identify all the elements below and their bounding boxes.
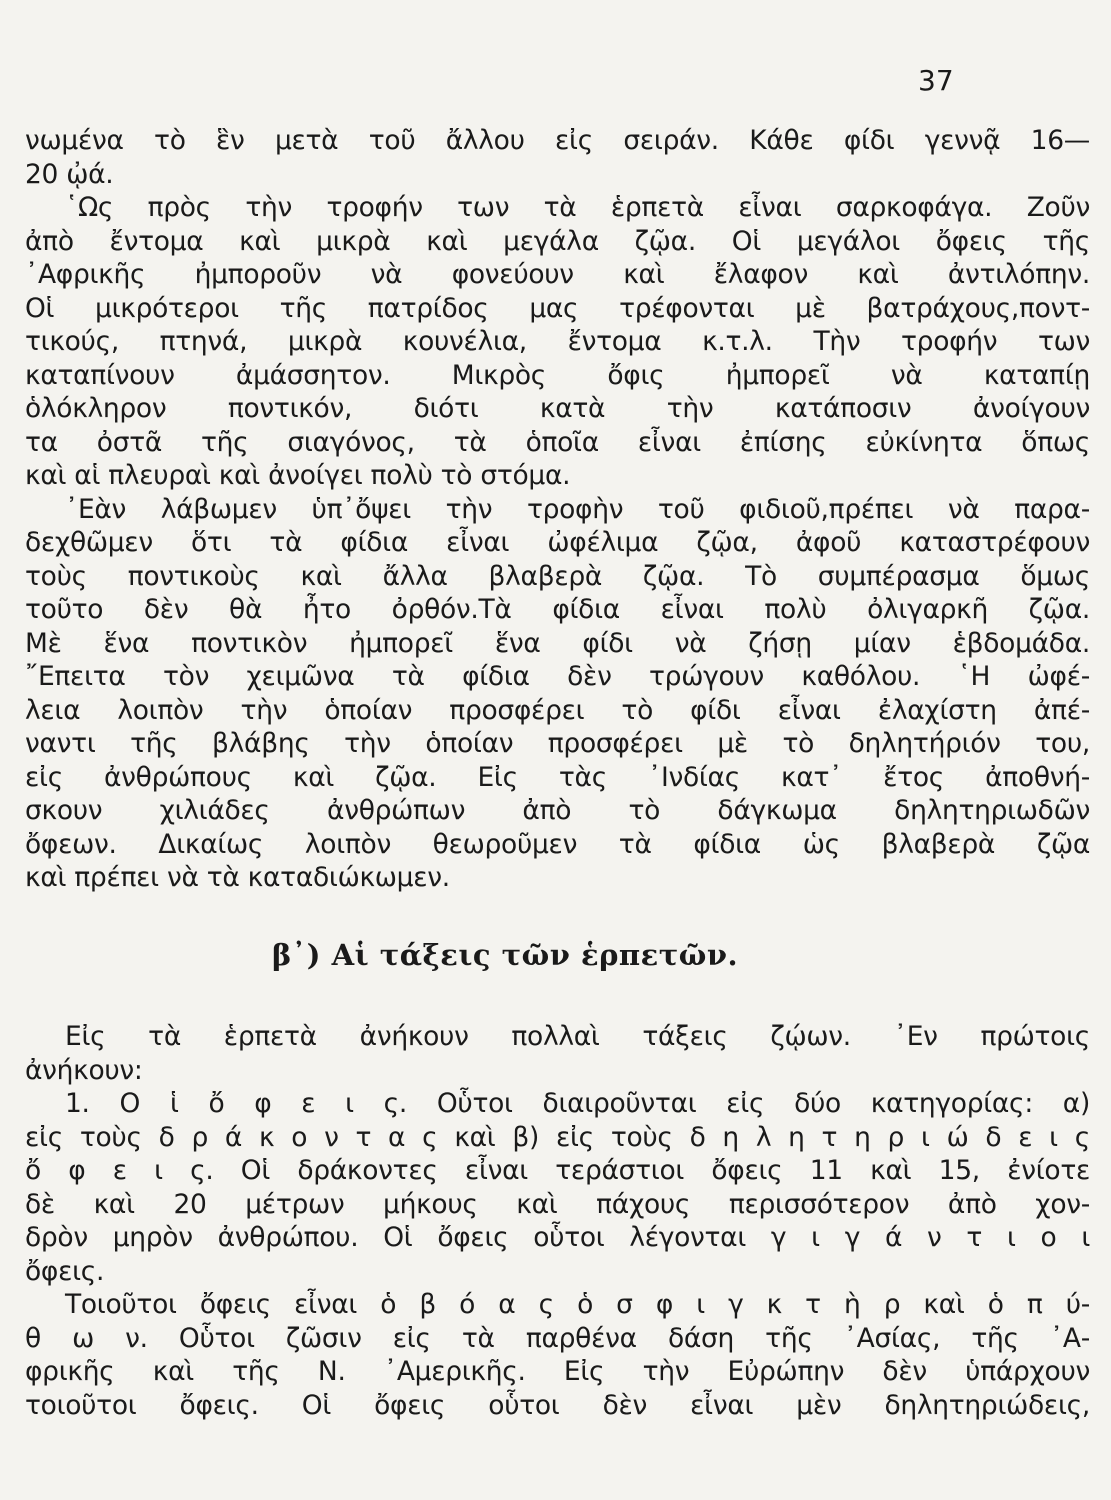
text-line: ὄφεων. Δικαίως λοιπὸν θεωροῦμεν τὰ φίδια ὡς βλαβερὰ ζῷα: [25, 828, 1090, 860]
text-line: ἀνήκουν:: [25, 1054, 143, 1086]
text-line: 1. Ο ἱ ὄ φ ε ι ς. Οὗτοι διαιροῦνται εἰς δύο κατηγορίας: α): [65, 1088, 1090, 1119]
text-line: Εἰς τὰ ἑρπετὰ ἀνήκουν πολλαὶ τάξεις ζῴων. ᾿Εν πρώτοις: [65, 1021, 1090, 1052]
text-line: τοιοῦτοι ὄφεις. Οἱ ὄφεις οὗτοι δὲν εἶναι μὲν δηλητηριώδεις,: [25, 1389, 1090, 1421]
text-line: ῎Επειτα τὸν χειμῶνα τὰ φίδια δὲν τρώγουν καθόλου. ῾Η ὠφέ-: [25, 661, 1090, 692]
paragraph-block-feeding: [25, 124, 1090, 895]
text-line: λεια λοιπὸν τὴν ὁποίαν προσφέρει τὸ φίδι εἶναι ἐλαχίστη ἀπέ-: [25, 694, 1090, 726]
text-line: δὲ καὶ 20 μέτρων μήκους καὶ πάχους περισσότερον ἀπὸ χον-: [25, 1188, 1090, 1220]
text-line: φρικῆς καὶ τῆς Ν. ᾿Αμερικῆς. Εἰς τὴν Εὐρώπην δὲν ὑπάρχουν: [25, 1356, 1090, 1387]
text-line: καὶ αἱ πλευραὶ καὶ ἀνοίγει πολὺ τὸ στόμα.: [25, 460, 571, 491]
text-line: δρὸν μηρὸν ἀνθρώπου. Οἱ ὄφεις οὗτοι λέγονται γ ι γ ά ν τ ι ο ι: [25, 1222, 1090, 1253]
text-line: τικούς, πτηνά, μικρὰ κουνέλια, ἔντομα κ.τ.λ. Τὴν τροφήν των: [25, 326, 1090, 357]
text-line: ναντι τῆς βλάβης τὴν ὁποίαν προσφέρει μὲ τὸ δηλητήριόν του,: [25, 728, 1090, 759]
text-line: τα ὀστᾶ τῆς σιαγόνος, τὰ ὁποῖα εἶναι ἐπίσης εὐκίνητα ὅπως: [25, 426, 1090, 458]
text-line: σκουν χιλιάδες ἀνθρώπων ἀπὸ τὸ δάγκωμα δηλητηριωδῶν: [25, 795, 1090, 826]
paragraph-block-orders: [25, 1020, 1090, 1422]
text-line: νωμένα τὸ ἓν μετὰ τοῦ ἄλλου εἰς σειράν. Κάθε φίδι γεννᾷ 16—: [25, 125, 1090, 156]
text-line: θ ω ν. Οὗτοι ζῶσιν εἰς τὰ παρθένα δάση τῆς ᾿Ασίας, τῆς ᾿Α-: [25, 1322, 1090, 1354]
page-number: 37: [918, 64, 954, 97]
text-line: τοὺς ποντικοὺς καὶ ἄλλα βλαβερὰ ζῷα. Τὸ συμπέρασμα ὅμως: [25, 560, 1090, 592]
text-line: Τοιοῦτοι ὄφεις εἶναι ὁ β ό α ς ὁ σ φ ι γ κ τ ὴ ρ καὶ ὁ π ύ-: [65, 1289, 1090, 1320]
text-line: ῾Ως πρὸς τὴν τροφήν των τὰ ἑρπετὰ εἶναι σαρκοφάγα. Ζοῦν: [65, 192, 1090, 223]
text-line: εἰς τοὺς δ ρ ά κ ο ν τ α ς καὶ β) εἰς τοὺς δ η λ η τ η ρ ι ώ δ ε ι ς: [25, 1121, 1090, 1153]
text-line: ἀπὸ ἔντομα καὶ μικρὰ καὶ μεγάλα ζῷα. Οἱ μεγάλοι ὄφεις τῆς: [25, 225, 1090, 257]
text-line: Μὲ ἕνα ποντικὸν ἠμπορεῖ ἕνα φίδι νὰ ζήσῃ μίαν ἑβδομάδα.: [25, 627, 1090, 659]
text-line: ὄφεις.: [25, 1255, 105, 1287]
text-line: τοῦτο δὲν θὰ ἦτο ὀρθόν.Τὰ φίδια εἶναι πολὺ ὀλιγαρκῆ ζῷα.: [25, 594, 1090, 625]
text-line: 20 ᾠά.: [25, 158, 114, 190]
text-line: καταπίνουν ἀμάσσητον. Μικρὸς ὄφις ἠμπορεῖ νὰ καταπίῃ: [25, 359, 1090, 391]
text-line: ᾿Εὰν λάβωμεν ὑπ᾿ὄψει τὴν τροφὴν τοῦ φιδιοῦ,πρέπει νὰ παρα-: [65, 493, 1090, 525]
text-line: εἰς ἀνθρώπους καὶ ζῷα. Εἰς τὰς ᾿Ινδίας κατ᾿ ἔτος ἀποθνή-: [25, 761, 1090, 793]
text-line: ὄ φ ε ι ς. Οἱ δράκοντες εἶναι τεράστιοι ὄφεις 11 καὶ 15, ἐνίοτε: [25, 1155, 1090, 1186]
text-line: Οἱ μικρότεροι τῆς πατρίδος μας τρέφονται μὲ βατράχους,ποντ-: [25, 292, 1090, 324]
text-line: ᾿Αφρικῆς ἠμποροῦν νὰ φονεύουν καὶ ἔλαφον καὶ ἀντιλόπην.: [25, 259, 1090, 290]
text-line: ὁλόκληρον ποντικόν, διότι κατὰ τὴν κατάποσιν ἀνοίγουν: [25, 393, 1090, 424]
text-line: καὶ πρέπει νὰ τὰ καταδιώκωμεν.: [25, 862, 450, 893]
text-line: δεχθῶμεν ὅτι τὰ φίδια εἶναι ὠφέλιμα ζῷα, ἀφοῦ καταστρέφουν: [25, 527, 1090, 558]
section-heading: β᾿) Αἱ τάξεις τῶν ἑρπετῶν.: [272, 938, 739, 972]
